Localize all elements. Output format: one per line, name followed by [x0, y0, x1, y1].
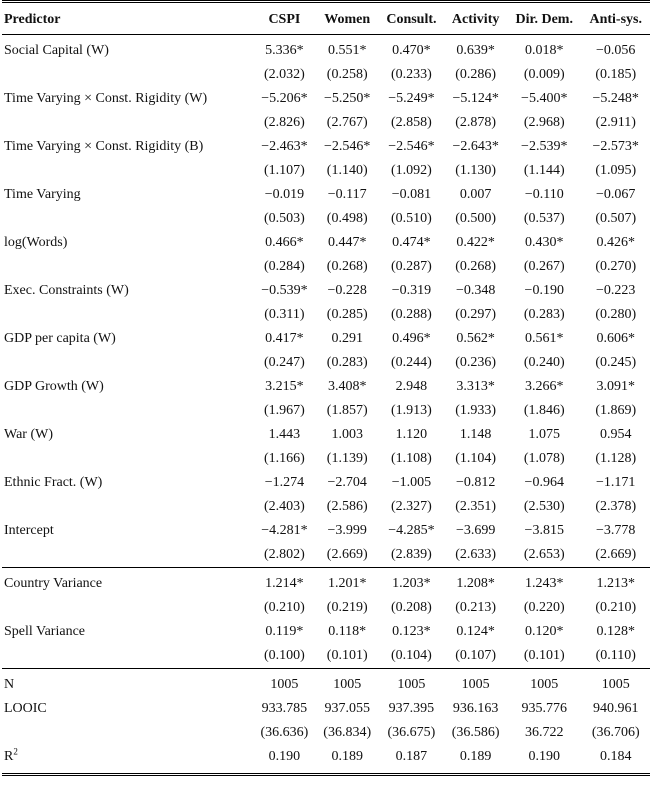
table-cell: 3.215* [265, 379, 304, 394]
table-cell: 0.417* [265, 331, 304, 346]
table-cell: 0.007 [459, 187, 492, 202]
table-cell: 0.189 [444, 745, 507, 775]
table-cell: (1.130) [455, 163, 497, 178]
table-cell: −3.999 [327, 523, 367, 538]
table-cell: (0.503) [263, 211, 305, 226]
table-cell: 0.128* [596, 624, 635, 639]
table-cell: 2.948 [395, 379, 428, 394]
table-cell: (1.095) [595, 163, 637, 178]
row-label [2, 745, 253, 775]
table-row [2, 568, 650, 597]
row-label-text: Ethnic Fract. (W) [4, 475, 103, 490]
table-cell: (0.268) [455, 259, 497, 274]
table-row [2, 721, 650, 745]
table-cell: 3.266* [525, 379, 564, 394]
table-cell: −0.190 [524, 283, 564, 298]
table-cell: −0.067 [596, 187, 636, 202]
table-cell: −0.223 [596, 283, 636, 298]
table-cell: (0.280) [595, 307, 637, 322]
table-cell: −0.110 [524, 187, 564, 202]
table-cell: 0.496* [392, 331, 431, 346]
table-cell: (0.240) [523, 355, 565, 370]
table-row [2, 207, 650, 231]
table-cell: (2.878) [455, 115, 497, 130]
table-cell: (0.101) [326, 648, 368, 663]
table-cell: (0.267) [523, 259, 565, 274]
table-cell: −2.546* [323, 139, 371, 154]
table-cell: −2.573* [592, 139, 639, 154]
table-cell: (0.247) [263, 355, 305, 370]
table-cell: 1005 [581, 669, 650, 698]
header-col-cspi: CSPI [253, 2, 316, 35]
table-cell: (0.537) [523, 211, 565, 226]
table-cell: (0.245) [595, 355, 637, 370]
table-row [2, 327, 650, 351]
table-cell: (1.869) [595, 403, 637, 418]
table-cell: (1.104) [455, 451, 497, 466]
header-col-consult: Consult. [379, 2, 445, 35]
table-cell: (0.284) [263, 259, 305, 274]
table-cell: (0.258) [326, 67, 368, 82]
row-label [2, 351, 253, 375]
table-cell: −0.081 [391, 187, 432, 202]
table-header [2, 2, 650, 35]
table-cell: 0.430* [525, 235, 564, 250]
table-cell: (0.107) [455, 648, 497, 663]
table-cell: (0.185) [595, 67, 637, 82]
row-label [2, 669, 253, 698]
table-cell: −2.643* [452, 139, 499, 154]
table-cell: 0.954 [599, 427, 632, 442]
table-cell: (1.846) [523, 403, 565, 418]
row-label-text: Social Capital (W) [4, 43, 109, 58]
table-cell: 0.124* [456, 624, 495, 639]
row-label [2, 721, 253, 745]
table-cell: (0.219) [326, 600, 368, 615]
row-label-text: Time Varying [4, 187, 81, 202]
table-cell: 1005 [253, 669, 316, 698]
table-cell: (0.009) [523, 67, 565, 82]
table-cell: 937.055 [324, 701, 370, 716]
table-cell: −0.348 [455, 283, 496, 298]
table-cell: (36.675) [387, 725, 436, 740]
table-body [2, 35, 650, 775]
row-label [2, 543, 253, 568]
table-row [2, 351, 650, 375]
table-cell: (0.283) [523, 307, 565, 322]
table-cell: (1.108) [391, 451, 432, 466]
table-cell: 0.561* [525, 331, 564, 346]
table-cell: (2.633) [455, 547, 497, 562]
table-cell: (1.857) [326, 403, 368, 418]
table-cell: (0.210) [595, 600, 637, 615]
table-cell: −5.206* [261, 91, 308, 106]
table-cell: 1.120 [395, 427, 428, 442]
table-cell: (1.166) [263, 451, 305, 466]
table-cell: 5.336* [265, 43, 304, 58]
table-cell: (0.500) [455, 211, 497, 226]
row-label [2, 447, 253, 471]
row-label [2, 135, 253, 159]
table-cell: (1.144) [523, 163, 565, 178]
table-cell: −0.812 [455, 475, 496, 490]
table-cell: 0.447* [327, 235, 367, 250]
table-cell: −2.539* [521, 139, 568, 154]
table-cell: −4.285* [388, 523, 435, 538]
row-label [2, 519, 253, 543]
table-cell: −2.704 [327, 475, 367, 490]
table-cell: (2.327) [391, 499, 432, 514]
table-cell: 3.313* [456, 379, 495, 394]
table-cell: 0.551* [327, 43, 367, 58]
row-label [2, 303, 253, 327]
table-row [2, 543, 650, 568]
table-cell: −0.117 [327, 187, 367, 202]
row-label [2, 620, 253, 644]
row-label-text: Time Varying × Const. Rigidity (B) [4, 139, 204, 154]
table-cell: (36.636) [260, 725, 309, 740]
row-label [2, 471, 253, 495]
table-row [2, 644, 650, 669]
table-cell: (1.139) [326, 451, 368, 466]
table-cell: (2.911) [595, 115, 636, 130]
table-cell: (1.107) [263, 163, 305, 178]
table-row [2, 35, 650, 64]
row-label-text: R [4, 749, 14, 764]
table-cell: 0.189 [316, 745, 379, 775]
table-cell: (1.078) [523, 451, 565, 466]
table-row [2, 423, 650, 447]
table-cell: (0.285) [326, 307, 368, 322]
table-cell: (0.233) [391, 67, 432, 82]
table-cell: −4.281* [261, 523, 308, 538]
table-cell: −1.005 [391, 475, 432, 490]
table-cell: (0.236) [455, 355, 497, 370]
header-col-dir-dem: Dir. Dem. [507, 2, 581, 35]
table-cell: 0.291 [331, 331, 363, 346]
table-cell: −5.250* [323, 91, 371, 106]
table-row [2, 183, 650, 207]
table-cell: (36.834) [323, 725, 372, 740]
table-cell: 1.213* [581, 568, 650, 597]
table-cell: (0.507) [595, 211, 637, 226]
table-row [2, 159, 650, 183]
header-row [2, 2, 650, 35]
table-cell: 0.119* [265, 624, 304, 639]
table-cell: −0.964 [524, 475, 564, 490]
table-cell: 1.003 [331, 427, 363, 442]
row-label [2, 279, 253, 303]
row-label-text: Time Varying × Const. Rigidity (W) [4, 91, 208, 106]
table-cell: 0.422* [456, 235, 495, 250]
table-row [2, 697, 650, 721]
table-cell: 936.163 [452, 701, 499, 716]
table-row [2, 375, 650, 399]
row-label-text: GDP per capita (W) [4, 331, 116, 346]
table-cell: −0.228 [327, 283, 367, 298]
table-cell: 0.639* [456, 43, 495, 58]
table-row [2, 399, 650, 423]
table-cell: (0.286) [455, 67, 497, 82]
table-cell: −0.539* [261, 283, 308, 298]
table-row [2, 111, 650, 135]
table-cell: (2.839) [391, 547, 432, 562]
table-cell: 0.606* [596, 331, 635, 346]
table-cell: (1.913) [391, 403, 432, 418]
table-cell: 0.190 [507, 745, 581, 775]
table-cell: 0.184 [581, 745, 650, 775]
table-cell: 1.201* [316, 568, 379, 597]
table-cell: (0.110) [595, 648, 636, 663]
table-cell: (2.767) [326, 115, 368, 130]
table-cell: (1.967) [263, 403, 305, 418]
table-cell: (2.669) [326, 547, 368, 562]
row-label [2, 495, 253, 519]
table-cell: 0.018* [525, 43, 564, 58]
row-label [2, 399, 253, 423]
row-label-text: log(Words) [4, 235, 68, 250]
table-cell: (0.498) [326, 211, 368, 226]
table-cell: (0.283) [326, 355, 368, 370]
row-label-text: Spell Variance [4, 624, 85, 639]
table-cell: −5.249* [388, 91, 435, 106]
table-row [2, 669, 650, 698]
table-cell: (2.802) [263, 547, 305, 562]
row-label-text: Exec. Constraints (W) [4, 283, 129, 298]
row-label-text: War (W) [4, 427, 54, 442]
table-cell: 1.148 [459, 427, 492, 442]
table-row [2, 87, 650, 111]
table-cell: (0.101) [523, 648, 565, 663]
table-cell: (0.100) [263, 648, 305, 663]
table-row [2, 495, 650, 519]
table-cell: (0.287) [391, 259, 432, 274]
table-cell: (2.530) [523, 499, 565, 514]
table-row [2, 620, 650, 644]
header-col-anti-sys: Anti-sys. [581, 2, 650, 35]
table-cell: −5.124* [452, 91, 499, 106]
table-row [2, 745, 650, 775]
row-label [2, 87, 253, 111]
row-label [2, 423, 253, 447]
row-label-superscript: 2 [13, 746, 18, 757]
table-cell: −2.463* [261, 139, 308, 154]
row-label [2, 183, 253, 207]
table-cell: (2.378) [595, 499, 637, 514]
table-cell: 0.187 [379, 745, 445, 775]
table-cell: (2.669) [595, 547, 637, 562]
table-cell: (0.104) [391, 648, 432, 663]
table-cell: 0.562* [456, 331, 495, 346]
table-cell: (36.586) [451, 725, 500, 740]
table-cell: 940.961 [592, 701, 639, 716]
table-cell: 1.243* [507, 568, 581, 597]
table-cell: −0.056 [596, 43, 636, 58]
table-cell: (0.311) [264, 307, 305, 322]
table-row [2, 471, 650, 495]
table-cell: −1.171 [596, 475, 636, 490]
table-cell: −2.546* [388, 139, 435, 154]
table-cell: −0.319 [391, 283, 432, 298]
table-cell: −3.815 [524, 523, 564, 538]
table-cell: (2.403) [263, 499, 305, 514]
header-col-activity: Activity [444, 2, 507, 35]
row-label [2, 111, 253, 135]
table-cell: −0.019 [264, 187, 305, 202]
table-cell: (0.220) [523, 600, 565, 615]
header-col-women: Women [316, 2, 379, 35]
table-row [2, 135, 650, 159]
table-row [2, 255, 650, 279]
table-cell: (36.706) [591, 725, 640, 740]
table-cell: 0.466* [265, 235, 304, 250]
row-label [2, 596, 253, 620]
table-cell: 1.214* [253, 568, 316, 597]
table-cell: (0.288) [391, 307, 432, 322]
table-cell: (0.244) [391, 355, 432, 370]
table-cell: 933.785 [261, 701, 308, 716]
table-cell: (2.351) [455, 499, 497, 514]
table-cell: (0.510) [391, 211, 432, 226]
row-label [2, 63, 253, 87]
table-row [2, 231, 650, 255]
table-cell: (1.128) [595, 451, 637, 466]
table-row [2, 303, 650, 327]
row-label [2, 207, 253, 231]
table-cell: 0.474* [392, 235, 431, 250]
table-cell: (0.297) [455, 307, 497, 322]
table-cell: 1.075 [528, 427, 560, 442]
table-cell: (0.270) [595, 259, 637, 274]
table-cell: −5.248* [592, 91, 639, 106]
table-cell: (1.933) [455, 403, 497, 418]
table-cell: (2.032) [263, 67, 305, 82]
table-cell: 937.395 [388, 701, 435, 716]
table-cell: 3.408* [327, 379, 367, 394]
row-label-text: LOOIC [4, 701, 47, 716]
row-label [2, 231, 253, 255]
row-label [2, 255, 253, 279]
table-cell: 36.722 [525, 725, 564, 740]
row-label-text: N [4, 677, 15, 692]
row-label [2, 159, 253, 183]
table-cell: 0.120* [525, 624, 564, 639]
table-cell: −1.274 [264, 475, 305, 490]
table-cell: 3.091* [596, 379, 635, 394]
table-cell: 1.203* [379, 568, 445, 597]
table-cell: (0.208) [391, 600, 432, 615]
table-cell: (2.826) [263, 115, 305, 130]
table-cell: 1005 [379, 669, 445, 698]
row-label-text: Intercept [4, 523, 54, 538]
table-cell: (1.092) [391, 163, 432, 178]
table-cell: 0.426* [596, 235, 635, 250]
table-cell: 935.776 [521, 701, 567, 716]
row-label-text: GDP Growth (W) [4, 379, 104, 394]
table-row [2, 63, 650, 87]
table-row [2, 596, 650, 620]
table-cell: 0.123* [392, 624, 431, 639]
table-cell: 0.118* [328, 624, 367, 639]
table-cell: (2.858) [391, 115, 432, 130]
table-cell: (0.268) [326, 259, 368, 274]
table-cell: 1005 [444, 669, 507, 698]
row-label [2, 327, 253, 351]
table-cell: (0.210) [263, 600, 305, 615]
table-cell: 1005 [507, 669, 581, 698]
row-label [2, 644, 253, 669]
table-cell: 1.208* [444, 568, 507, 597]
table-cell: (2.653) [523, 547, 565, 562]
table-cell: −3.699 [455, 523, 496, 538]
header-predictor: Predictor [2, 2, 253, 35]
table-cell: 0.190 [253, 745, 316, 775]
row-label [2, 697, 253, 721]
table-row [2, 519, 650, 543]
table-cell: (1.140) [326, 163, 368, 178]
table-cell: −3.778 [596, 523, 636, 538]
table-cell: (0.213) [455, 600, 497, 615]
table-cell: 0.470* [392, 43, 431, 58]
table-row [2, 279, 650, 303]
row-label [2, 568, 253, 597]
table-cell: (2.968) [523, 115, 565, 130]
row-label [2, 375, 253, 399]
table-cell: 1005 [316, 669, 379, 698]
table-cell: 1.443 [268, 427, 301, 442]
table-cell: (2.586) [326, 499, 368, 514]
row-label-text: Country Variance [4, 576, 103, 591]
row-label [2, 35, 253, 64]
regression-table [2, 0, 650, 776]
table-cell: −5.400* [521, 91, 568, 106]
table-row [2, 447, 650, 471]
